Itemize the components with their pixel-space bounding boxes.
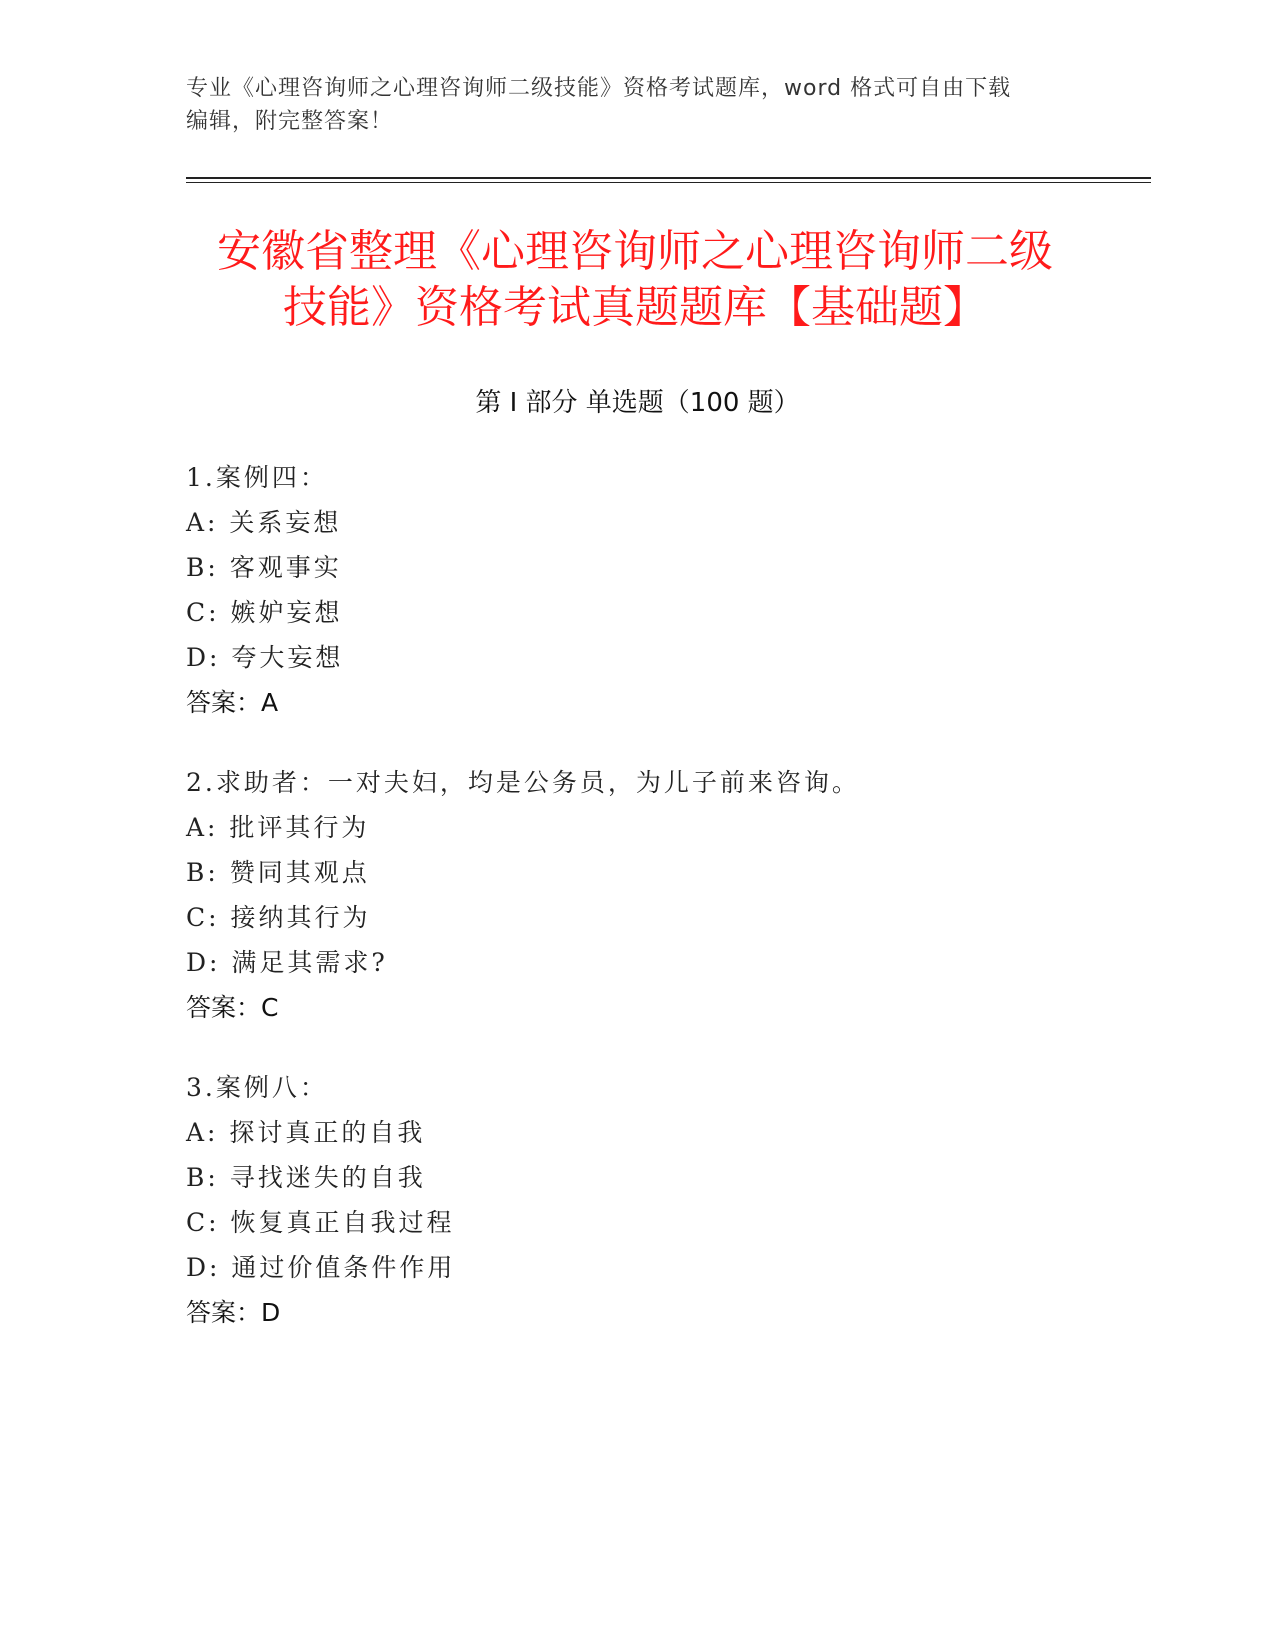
section-title: 第 I 部分 单选题（100 题） xyxy=(475,388,800,418)
option-b: B: 寻找迷失的自我 xyxy=(186,1163,426,1192)
option-a: A: 探讨真正的自我 xyxy=(186,1118,426,1147)
option-b: B: 赞同其观点 xyxy=(186,858,370,887)
header-divider-thin xyxy=(186,182,1151,183)
option-a: A: 批评其行为 xyxy=(186,813,370,842)
option-d: D: 夸大妄想 xyxy=(186,643,344,672)
option-a: A: 关系妄想 xyxy=(186,508,342,537)
question-1 xyxy=(186,455,1086,725)
option-b: B: 客观事实 xyxy=(186,553,342,582)
answer: 答案：A xyxy=(186,688,279,717)
option-c: C: 接纳其行为 xyxy=(186,903,371,932)
document-title-line-2: 技能》资格考试真题题库【基础题】 xyxy=(283,282,987,333)
header-note xyxy=(186,72,1086,138)
question-stem: 3.案例八： xyxy=(186,1073,328,1102)
header-note-line-2: 编辑，附完整答案！ xyxy=(186,109,394,134)
header-note-line-1: 专业《心理咨询师之心理咨询师二级技能》资格考试题库，word 格式可自由下载 xyxy=(186,76,1012,101)
question-stem: 2.求助者：一对夫妇，均是公务员，为儿子前来咨询。 xyxy=(186,768,860,797)
answer: 答案：C xyxy=(186,993,279,1022)
question-2 xyxy=(186,760,1086,1030)
question-stem: 1.案例四： xyxy=(186,463,328,492)
document-title-line-1: 安徽省整理《心理咨询师之心理咨询师二级 xyxy=(217,226,1053,277)
option-d: D: 通过价值条件作用 xyxy=(186,1253,456,1282)
answer: 答案：D xyxy=(186,1298,281,1327)
option-c: C: 嫉妒妄想 xyxy=(186,598,343,627)
option-d: D: 满足其需求? xyxy=(186,948,388,977)
document-title xyxy=(150,224,1120,336)
header-divider-thick xyxy=(186,177,1151,179)
question-3 xyxy=(186,1065,1086,1335)
option-c: C: 恢复真正自我过程 xyxy=(186,1208,455,1237)
